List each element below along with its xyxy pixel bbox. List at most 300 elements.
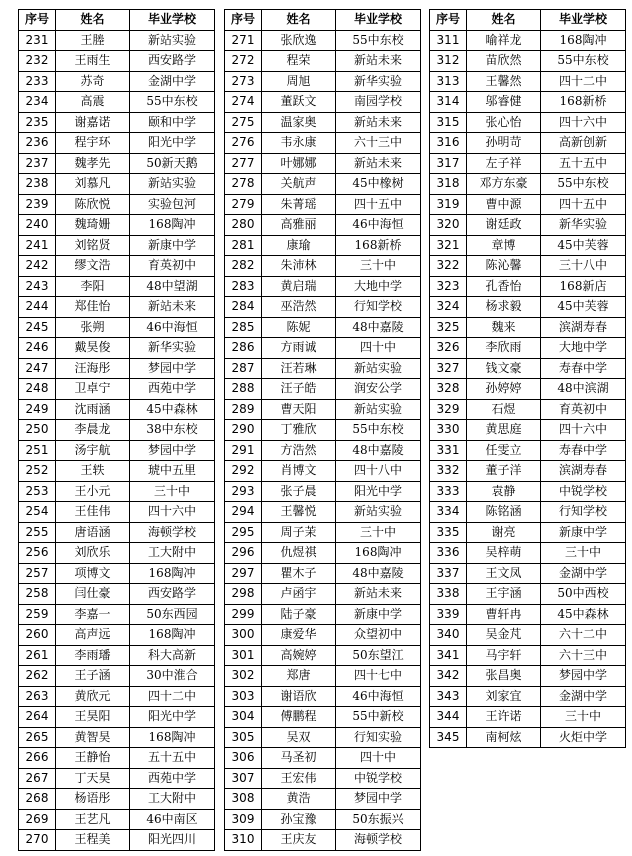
cell-name: 高声远 bbox=[56, 625, 130, 646]
cell-number: 295 bbox=[225, 522, 262, 543]
table-row bbox=[225, 584, 421, 605]
table-row bbox=[430, 399, 626, 420]
cell-school: 寿春中学 bbox=[541, 358, 626, 379]
cell-number: 304 bbox=[225, 707, 262, 728]
header-school: 毕业学校 bbox=[130, 10, 215, 31]
table-row bbox=[225, 297, 421, 318]
cell-name: 董跃文 bbox=[262, 92, 336, 113]
cell-school: 新站未来 bbox=[336, 584, 421, 605]
table-row bbox=[430, 256, 626, 277]
cell-school: 48中嘉陵 bbox=[336, 563, 421, 584]
cell-number: 282 bbox=[225, 256, 262, 277]
cell-school: 38中东校 bbox=[130, 420, 215, 441]
cell-school: 高新创新 bbox=[541, 133, 626, 154]
cell-number: 322 bbox=[430, 256, 467, 277]
cell-school: 55中东校 bbox=[541, 51, 626, 72]
cell-number: 300 bbox=[225, 625, 262, 646]
cell-name: 高震 bbox=[56, 92, 130, 113]
table-row bbox=[225, 153, 421, 174]
table-row bbox=[19, 563, 215, 584]
cell-number: 254 bbox=[19, 502, 56, 523]
cell-school: 中锐学校 bbox=[541, 481, 626, 502]
cell-name: 陈欣悦 bbox=[56, 194, 130, 215]
cell-school: 新华实验 bbox=[130, 338, 215, 359]
cell-name: 项博文 bbox=[56, 563, 130, 584]
table-row bbox=[225, 748, 421, 769]
cell-number: 296 bbox=[225, 543, 262, 564]
table-row bbox=[225, 420, 421, 441]
table-row bbox=[19, 153, 215, 174]
header-school: 毕业学校 bbox=[541, 10, 626, 31]
table-row bbox=[19, 399, 215, 420]
cell-school: 科大高新 bbox=[130, 645, 215, 666]
cell-school: 实验包河 bbox=[130, 194, 215, 215]
cell-number: 255 bbox=[19, 522, 56, 543]
cell-school: 168陶冲 bbox=[130, 727, 215, 748]
cell-number: 331 bbox=[430, 440, 467, 461]
cell-name: 喻祥龙 bbox=[467, 30, 541, 51]
cell-number: 248 bbox=[19, 379, 56, 400]
cell-school: 工大附中 bbox=[130, 543, 215, 564]
cell-school: 五十五中 bbox=[541, 153, 626, 174]
cell-number: 277 bbox=[225, 153, 262, 174]
cell-name: 谢廷政 bbox=[467, 215, 541, 236]
table-row bbox=[430, 235, 626, 256]
cell-name: 苗欣然 bbox=[467, 51, 541, 72]
cell-number: 249 bbox=[19, 399, 56, 420]
table-row bbox=[430, 30, 626, 51]
cell-school: 新站未来 bbox=[336, 112, 421, 133]
cell-name: 杨求毅 bbox=[467, 297, 541, 318]
cell-name: 王宏伟 bbox=[262, 768, 336, 789]
cell-name: 汪海彤 bbox=[56, 358, 130, 379]
cell-number: 253 bbox=[19, 481, 56, 502]
cell-school: 55中新校 bbox=[336, 707, 421, 728]
table-row bbox=[19, 604, 215, 625]
cell-number: 276 bbox=[225, 133, 262, 154]
cell-number: 305 bbox=[225, 727, 262, 748]
cell-school: 新康中学 bbox=[130, 235, 215, 256]
table-row bbox=[19, 215, 215, 236]
cell-number: 235 bbox=[19, 112, 56, 133]
table-row bbox=[225, 727, 421, 748]
cell-school: 育英初中 bbox=[130, 256, 215, 277]
cell-school: 三十中 bbox=[541, 707, 626, 728]
table-row bbox=[225, 276, 421, 297]
table-row bbox=[19, 748, 215, 769]
cell-name: 魏琦姗 bbox=[56, 215, 130, 236]
cell-school: 50东西园 bbox=[130, 604, 215, 625]
table-row bbox=[19, 71, 215, 92]
table-row bbox=[225, 645, 421, 666]
table-row bbox=[19, 830, 215, 851]
cell-number: 274 bbox=[225, 92, 262, 113]
cell-number: 252 bbox=[19, 461, 56, 482]
table-row bbox=[19, 112, 215, 133]
table-row bbox=[430, 502, 626, 523]
cell-name: 曹天阳 bbox=[262, 399, 336, 420]
table-row bbox=[19, 727, 215, 748]
table-row bbox=[225, 174, 421, 195]
cell-school: 新站实验 bbox=[336, 502, 421, 523]
cell-school: 大地中学 bbox=[336, 276, 421, 297]
cell-number: 311 bbox=[430, 30, 467, 51]
table-row bbox=[225, 768, 421, 789]
cell-school: 西安路学 bbox=[130, 584, 215, 605]
table-row bbox=[430, 563, 626, 584]
cell-school: 梦园中学 bbox=[541, 666, 626, 687]
table-row bbox=[19, 256, 215, 277]
table-row bbox=[19, 235, 215, 256]
cell-number: 345 bbox=[430, 727, 467, 748]
cell-school: 50中西校 bbox=[541, 584, 626, 605]
table-row bbox=[19, 379, 215, 400]
table-row bbox=[430, 481, 626, 502]
table-row bbox=[430, 625, 626, 646]
cell-number: 306 bbox=[225, 748, 262, 769]
cell-number: 278 bbox=[225, 174, 262, 195]
cell-name: 陈妮 bbox=[262, 317, 336, 338]
cell-name: 汤宇航 bbox=[56, 440, 130, 461]
table-row bbox=[225, 71, 421, 92]
cell-school: 四十五中 bbox=[541, 194, 626, 215]
table-row bbox=[430, 358, 626, 379]
table-row bbox=[225, 338, 421, 359]
cell-number: 327 bbox=[430, 358, 467, 379]
roster-table-1 bbox=[18, 9, 215, 851]
table-row bbox=[19, 686, 215, 707]
cell-number: 310 bbox=[225, 830, 262, 851]
cell-school: 46中海恒 bbox=[336, 686, 421, 707]
cell-number: 231 bbox=[19, 30, 56, 51]
cell-number: 236 bbox=[19, 133, 56, 154]
cell-name: 卢函宇 bbox=[262, 584, 336, 605]
cell-school: 四十中 bbox=[336, 338, 421, 359]
cell-school: 50东振兴 bbox=[336, 809, 421, 830]
cell-number: 314 bbox=[430, 92, 467, 113]
cell-number: 269 bbox=[19, 809, 56, 830]
cell-school: 三十八中 bbox=[541, 256, 626, 277]
cell-number: 336 bbox=[430, 543, 467, 564]
cell-name: 孙明苛 bbox=[467, 133, 541, 154]
cell-name: 魏孝先 bbox=[56, 153, 130, 174]
cell-number: 288 bbox=[225, 379, 262, 400]
cell-number: 298 bbox=[225, 584, 262, 605]
cell-school: 火炬中学 bbox=[541, 727, 626, 748]
cell-number: 299 bbox=[225, 604, 262, 625]
cell-name: 王雨生 bbox=[56, 51, 130, 72]
cell-name: 韦永康 bbox=[262, 133, 336, 154]
cell-number: 264 bbox=[19, 707, 56, 728]
cell-school: 颐和中学 bbox=[130, 112, 215, 133]
cell-name: 缪文浩 bbox=[56, 256, 130, 277]
cell-school: 阳光中学 bbox=[336, 481, 421, 502]
table-row bbox=[19, 645, 215, 666]
cell-number: 258 bbox=[19, 584, 56, 605]
cell-name: 仇煜祺 bbox=[262, 543, 336, 564]
header-name: 姓名 bbox=[467, 10, 541, 31]
cell-number: 301 bbox=[225, 645, 262, 666]
cell-school: 工大附中 bbox=[130, 789, 215, 810]
cell-number: 302 bbox=[225, 666, 262, 687]
table-row bbox=[225, 461, 421, 482]
cell-number: 246 bbox=[19, 338, 56, 359]
cell-number: 303 bbox=[225, 686, 262, 707]
cell-name: 程荣 bbox=[262, 51, 336, 72]
cell-school: 滨湖寿春 bbox=[541, 461, 626, 482]
cell-name: 章博 bbox=[467, 235, 541, 256]
cell-number: 256 bbox=[19, 543, 56, 564]
cell-name: 王佳伟 bbox=[56, 502, 130, 523]
cell-number: 251 bbox=[19, 440, 56, 461]
cell-school: 45中森林 bbox=[130, 399, 215, 420]
table-row bbox=[225, 502, 421, 523]
table-row bbox=[430, 112, 626, 133]
cell-name: 王文凤 bbox=[467, 563, 541, 584]
table-row bbox=[430, 522, 626, 543]
table-row bbox=[19, 133, 215, 154]
cell-school: 46中海恒 bbox=[130, 317, 215, 338]
cell-name: 黄思庭 bbox=[467, 420, 541, 441]
cell-number: 283 bbox=[225, 276, 262, 297]
table-row bbox=[19, 317, 215, 338]
cell-name: 汪若琳 bbox=[262, 358, 336, 379]
cell-school: 南园学校 bbox=[336, 92, 421, 113]
cell-school: 四十二中 bbox=[541, 71, 626, 92]
table-row bbox=[225, 51, 421, 72]
cell-school: 寿春中学 bbox=[541, 440, 626, 461]
cell-number: 343 bbox=[430, 686, 467, 707]
cell-number: 279 bbox=[225, 194, 262, 215]
cell-number: 262 bbox=[19, 666, 56, 687]
cell-name: 马宇轩 bbox=[467, 645, 541, 666]
table-row bbox=[430, 276, 626, 297]
cell-name: 苏奇 bbox=[56, 71, 130, 92]
cell-name: 刘家宜 bbox=[467, 686, 541, 707]
cell-school: 四十七中 bbox=[336, 666, 421, 687]
table-row bbox=[430, 379, 626, 400]
cell-name: 吴梓萌 bbox=[467, 543, 541, 564]
cell-name: 马圣初 bbox=[262, 748, 336, 769]
header-number: 序号 bbox=[19, 10, 56, 31]
table-row bbox=[225, 235, 421, 256]
cell-school: 新康中学 bbox=[336, 604, 421, 625]
cell-name: 叶娜娜 bbox=[262, 153, 336, 174]
cell-name: 方浩然 bbox=[262, 440, 336, 461]
roster-table-3 bbox=[429, 9, 626, 748]
cell-number: 242 bbox=[19, 256, 56, 277]
cell-name: 杨语彤 bbox=[56, 789, 130, 810]
cell-name: 康爱华 bbox=[262, 625, 336, 646]
cell-name: 康瑜 bbox=[262, 235, 336, 256]
cell-school: 新站实验 bbox=[130, 174, 215, 195]
table-row bbox=[430, 194, 626, 215]
table-row bbox=[430, 543, 626, 564]
cell-school: 四十六中 bbox=[130, 502, 215, 523]
cell-number: 326 bbox=[430, 338, 467, 359]
cell-name: 任雯立 bbox=[467, 440, 541, 461]
cell-number: 333 bbox=[430, 481, 467, 502]
cell-school: 45中森林 bbox=[541, 604, 626, 625]
cell-number: 337 bbox=[430, 563, 467, 584]
cell-school: 梦园中学 bbox=[130, 440, 215, 461]
table-row bbox=[19, 522, 215, 543]
header-name: 姓名 bbox=[262, 10, 336, 31]
cell-name: 王庆友 bbox=[262, 830, 336, 851]
cell-name: 张欣逸 bbox=[262, 30, 336, 51]
cell-number: 259 bbox=[19, 604, 56, 625]
cell-school: 168新桥 bbox=[336, 235, 421, 256]
cell-school: 六十三中 bbox=[336, 133, 421, 154]
cell-school: 30中淮合 bbox=[130, 666, 215, 687]
table-row bbox=[225, 481, 421, 502]
table-row bbox=[430, 174, 626, 195]
cell-school: 新华实验 bbox=[541, 215, 626, 236]
cell-number: 270 bbox=[19, 830, 56, 851]
table-row bbox=[19, 666, 215, 687]
cell-name: 汪子皓 bbox=[262, 379, 336, 400]
cell-name: 刘铭贤 bbox=[56, 235, 130, 256]
cell-school: 四十中 bbox=[336, 748, 421, 769]
cell-name: 瞿木子 bbox=[262, 563, 336, 584]
cell-name: 李雨璠 bbox=[56, 645, 130, 666]
cell-name: 孔香怡 bbox=[467, 276, 541, 297]
cell-number: 329 bbox=[430, 399, 467, 420]
cell-number: 335 bbox=[430, 522, 467, 543]
cell-number: 316 bbox=[430, 133, 467, 154]
cell-number: 317 bbox=[430, 153, 467, 174]
cell-school: 梦园中学 bbox=[130, 358, 215, 379]
table-row bbox=[430, 297, 626, 318]
table-row bbox=[430, 153, 626, 174]
table-row bbox=[225, 522, 421, 543]
table-row bbox=[19, 440, 215, 461]
cell-number: 271 bbox=[225, 30, 262, 51]
header-number: 序号 bbox=[225, 10, 262, 31]
cell-name: 董子洋 bbox=[467, 461, 541, 482]
cell-number: 307 bbox=[225, 768, 262, 789]
cell-name: 邬睿健 bbox=[467, 92, 541, 113]
cell-number: 285 bbox=[225, 317, 262, 338]
cell-name: 张心怡 bbox=[467, 112, 541, 133]
cell-number: 325 bbox=[430, 317, 467, 338]
table-row bbox=[19, 789, 215, 810]
header-name: 姓名 bbox=[56, 10, 130, 31]
cell-school: 三十中 bbox=[336, 256, 421, 277]
cell-name: 陈铭涵 bbox=[467, 502, 541, 523]
table-row bbox=[225, 563, 421, 584]
cell-name: 黄启瑞 bbox=[262, 276, 336, 297]
cell-name: 王馨然 bbox=[467, 71, 541, 92]
cell-number: 294 bbox=[225, 502, 262, 523]
cell-number: 272 bbox=[225, 51, 262, 72]
table-row bbox=[225, 379, 421, 400]
table-row bbox=[225, 830, 421, 851]
cell-name: 孙婷婷 bbox=[467, 379, 541, 400]
table-row bbox=[430, 584, 626, 605]
table-row bbox=[430, 727, 626, 748]
cell-number: 289 bbox=[225, 399, 262, 420]
cell-name: 温家奥 bbox=[262, 112, 336, 133]
cell-number: 275 bbox=[225, 112, 262, 133]
cell-name: 王塍 bbox=[56, 30, 130, 51]
cell-school: 众望初中 bbox=[336, 625, 421, 646]
table-row bbox=[19, 809, 215, 830]
cell-school: 五十五中 bbox=[130, 748, 215, 769]
cell-name: 朱沛林 bbox=[262, 256, 336, 277]
cell-number: 312 bbox=[430, 51, 467, 72]
table-row bbox=[430, 707, 626, 728]
table-row bbox=[225, 133, 421, 154]
cell-name: 方雨诚 bbox=[262, 338, 336, 359]
cell-school: 新站未来 bbox=[336, 51, 421, 72]
cell-school: 西安路学 bbox=[130, 51, 215, 72]
cell-number: 261 bbox=[19, 645, 56, 666]
cell-name: 王程美 bbox=[56, 830, 130, 851]
cell-number: 245 bbox=[19, 317, 56, 338]
cell-name: 高雅丽 bbox=[262, 215, 336, 236]
table-row bbox=[225, 543, 421, 564]
cell-name: 丁天昊 bbox=[56, 768, 130, 789]
cell-number: 265 bbox=[19, 727, 56, 748]
cell-name: 王馨悦 bbox=[262, 502, 336, 523]
cell-number: 281 bbox=[225, 235, 262, 256]
table-row bbox=[430, 420, 626, 441]
cell-number: 287 bbox=[225, 358, 262, 379]
cell-school: 48中嘉陵 bbox=[336, 317, 421, 338]
table-row bbox=[430, 686, 626, 707]
cell-name: 袁静 bbox=[467, 481, 541, 502]
cell-name: 戴昊俊 bbox=[56, 338, 130, 359]
cell-name: 黄欣元 bbox=[56, 686, 130, 707]
cell-school: 金湖中学 bbox=[541, 563, 626, 584]
cell-name: 刘慕凡 bbox=[56, 174, 130, 195]
cell-name: 王宇涵 bbox=[467, 584, 541, 605]
table-row bbox=[430, 461, 626, 482]
cell-name: 唐语涵 bbox=[56, 522, 130, 543]
table-row bbox=[19, 625, 215, 646]
cell-school: 行知实验 bbox=[336, 727, 421, 748]
cell-school: 四十六中 bbox=[541, 420, 626, 441]
cell-name: 钱文豪 bbox=[467, 358, 541, 379]
table-row bbox=[19, 707, 215, 728]
cell-school: 48中嘉陵 bbox=[336, 440, 421, 461]
table-row bbox=[225, 358, 421, 379]
cell-school: 48中望湖 bbox=[130, 276, 215, 297]
cell-school: 50东望江 bbox=[336, 645, 421, 666]
cell-name: 刘欣乐 bbox=[56, 543, 130, 564]
cell-number: 334 bbox=[430, 502, 467, 523]
roster-table-2 bbox=[224, 9, 421, 851]
cell-school: 168陶冲 bbox=[130, 625, 215, 646]
table-row bbox=[430, 645, 626, 666]
cell-number: 239 bbox=[19, 194, 56, 215]
table-row bbox=[19, 768, 215, 789]
table-row bbox=[225, 686, 421, 707]
cell-name: 陈沁馨 bbox=[467, 256, 541, 277]
cell-school: 46中海恒 bbox=[336, 215, 421, 236]
cell-school: 三十中 bbox=[336, 522, 421, 543]
table-row bbox=[225, 666, 421, 687]
cell-school: 六十二中 bbox=[541, 625, 626, 646]
cell-school: 阳光四川 bbox=[130, 830, 215, 851]
cell-number: 267 bbox=[19, 768, 56, 789]
cell-number: 284 bbox=[225, 297, 262, 318]
cell-number: 243 bbox=[19, 276, 56, 297]
cell-school: 四十二中 bbox=[130, 686, 215, 707]
table-row bbox=[225, 112, 421, 133]
cell-name: 王小元 bbox=[56, 481, 130, 502]
